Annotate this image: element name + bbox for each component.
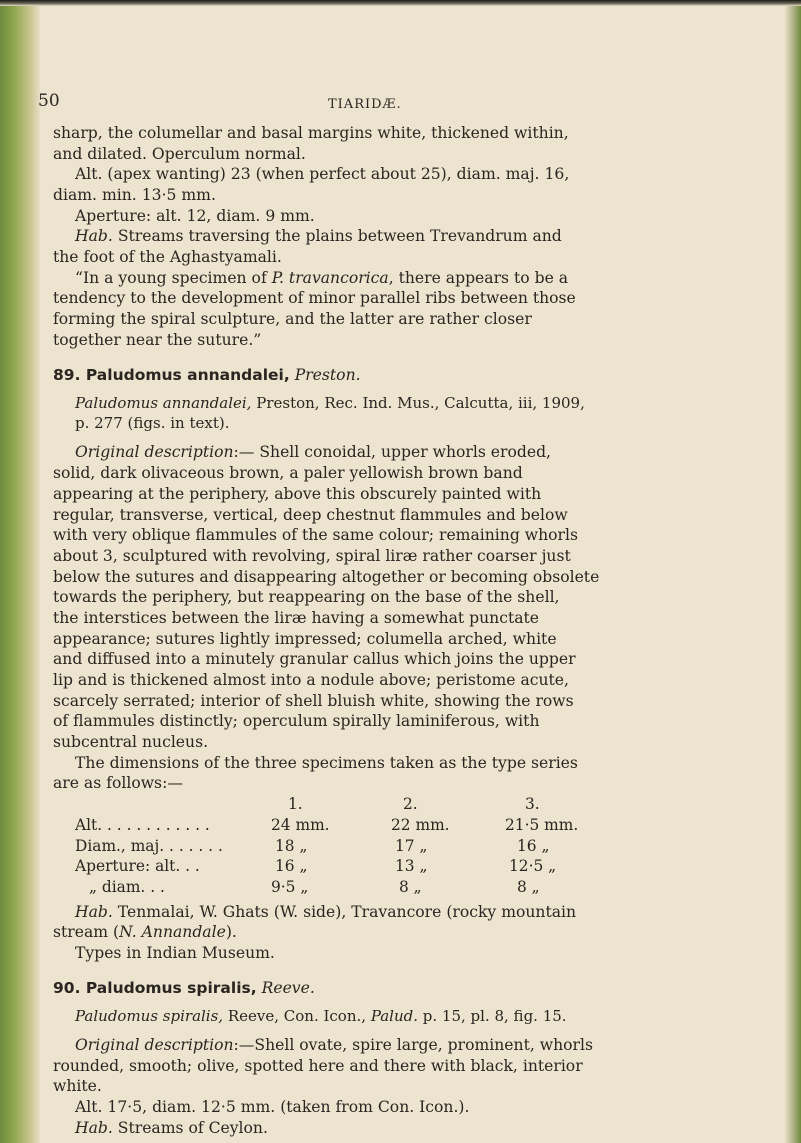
- description-line: regular, transverse, vertical, deep chestnut flammules and below: [53, 506, 568, 524]
- table-cell: 8 „: [517, 878, 540, 896]
- quote-line: “In a young specimen of P. travancorica, there appears to be a: [75, 269, 569, 287]
- hab-text: Streams traversing the plains between Trevandrum and: [117, 227, 562, 245]
- description-line: below the sutures and disappearing altogether or becoming obsolete: [53, 568, 600, 586]
- description-line: rounded, smooth; olive, spotted here and there with black, interior: [53, 1057, 583, 1075]
- reference-line: Paludomus annandalei, Preston, Rec. Ind. Mus., Calcutta, iii, 1909,: [75, 394, 585, 412]
- text-line: diam. min. 13·5 mm.: [53, 186, 216, 204]
- table-cell: 8 „: [399, 878, 422, 896]
- table-cell: 13 „: [395, 857, 428, 875]
- species-heading-89: 89. Paludomus annandalei, Preston.: [53, 366, 361, 384]
- table-row-label: Diam., maj. . . . . . .: [75, 837, 223, 855]
- text-line: and dilated. Operculum normal.: [53, 145, 306, 163]
- text-line: forming the spiral sculpture, and the latter are rather closer: [53, 310, 532, 328]
- description-line: lip and is thickened almost into a nodule above; peristome acute,: [53, 671, 569, 689]
- description-line: subcentral nucleus.: [53, 733, 209, 751]
- table-row-label: „ diam. . .: [89, 878, 165, 896]
- species-name: P. travancorica: [271, 269, 389, 287]
- text-line: Alt. 17·5, diam. 12·5 mm. (taken from Con. Icon.).: [75, 1098, 470, 1116]
- column-header: 2.: [403, 795, 418, 813]
- text-line: sharp, the columellar and basal margins white, thickened within,: [53, 124, 569, 142]
- table-cell: 16 „: [275, 857, 308, 875]
- text-line: together near the suture.”: [53, 331, 262, 349]
- description-line: of flammules distinctly; operculum spirally laminiferous, with: [53, 712, 540, 730]
- description-line: solid, dark olivaceous brown, a paler yellowish brown band: [53, 464, 523, 482]
- habitat-line: [75, 226, 562, 247]
- description-line: appearing at the periphery, above this obscurely painted with: [53, 485, 542, 503]
- text-line: tendency to the development of minor parallel ribs between those: [53, 289, 576, 307]
- reference-line: p. 277 (figs. in text).: [75, 414, 230, 432]
- table-cell: 12·5 „: [509, 857, 557, 875]
- table-cell: 22 mm.: [391, 816, 450, 834]
- table-cell: 24 mm.: [271, 816, 330, 834]
- page-edge-top: [0, 0, 801, 6]
- species-heading-90: 90. Paludomus spiralis, Reeve.: [53, 979, 315, 997]
- table-row-label: Aperture: alt. . .: [75, 857, 200, 875]
- text-line: Alt. (apex wanting) 23 (when perfect about 25), diam. maj. 16,: [75, 165, 570, 183]
- text-line: Aperture: alt. 12, diam. 9 mm.: [75, 207, 315, 225]
- description-line: the interstices between the liræ having a somewhat punctate: [53, 609, 540, 627]
- description-line: about 3, sculptured with revolving, spiral liræ rather coarser just: [53, 547, 571, 565]
- habitat-line: Hab. Tenmalai, W. Ghats (W. side), Travancore (rocky mountain: [75, 903, 577, 921]
- habitat-line: Hab. Streams of Ceylon.: [75, 1119, 268, 1137]
- description-line: with very oblique flammules of the same colour; remaining whorls: [53, 526, 578, 544]
- text-line: are as follows:—: [53, 774, 183, 792]
- column-header: 1.: [288, 795, 303, 813]
- running-title: TIARIDÆ.: [328, 97, 402, 112]
- table-cell: 17 „: [395, 837, 428, 855]
- table-row-label: Alt. . . . . . . . . . . .: [75, 816, 210, 834]
- description-line: scarcely serrated; interior of shell bluish white, showing the rows: [53, 692, 574, 710]
- reference-line: Paludomus spiralis, Reeve, Con. Icon., Palud. p. 15, pl. 8, fig. 15.: [75, 1007, 567, 1025]
- text-line: Types in Indian Museum.: [75, 944, 275, 962]
- page-edge-right: [785, 0, 801, 1143]
- description-line: appearance; sutures lightly impressed; columella arched, white: [53, 630, 557, 648]
- table-cell: 16 „: [517, 837, 550, 855]
- description-line: Original description:—Shell ovate, spire large, prominent, whorls: [75, 1036, 593, 1054]
- column-header: 3.: [525, 795, 540, 813]
- description-line: towards the periphery, but reappearing on the base of the shell,: [53, 588, 560, 606]
- table-cell: 9·5 „: [271, 878, 309, 896]
- hab-label: Hab.: [75, 227, 113, 245]
- description-line: white.: [53, 1077, 102, 1095]
- page-number: 50: [38, 91, 60, 111]
- habitat-line: stream (N. Annandale).: [53, 923, 237, 941]
- description-line: Original description:— Shell conoidal, upper whorls eroded,: [75, 443, 552, 461]
- table-cell: 21·5 mm.: [505, 816, 579, 834]
- text-line: The dimensions of the three specimens taken as the type series: [75, 754, 578, 772]
- page-edge-left: [0, 0, 40, 1143]
- description-line: and diffused into a minutely granular callus which joins the upper: [53, 650, 576, 668]
- text-line: the foot of the Aghastyamali.: [53, 248, 282, 266]
- table-cell: 18 „: [275, 837, 308, 855]
